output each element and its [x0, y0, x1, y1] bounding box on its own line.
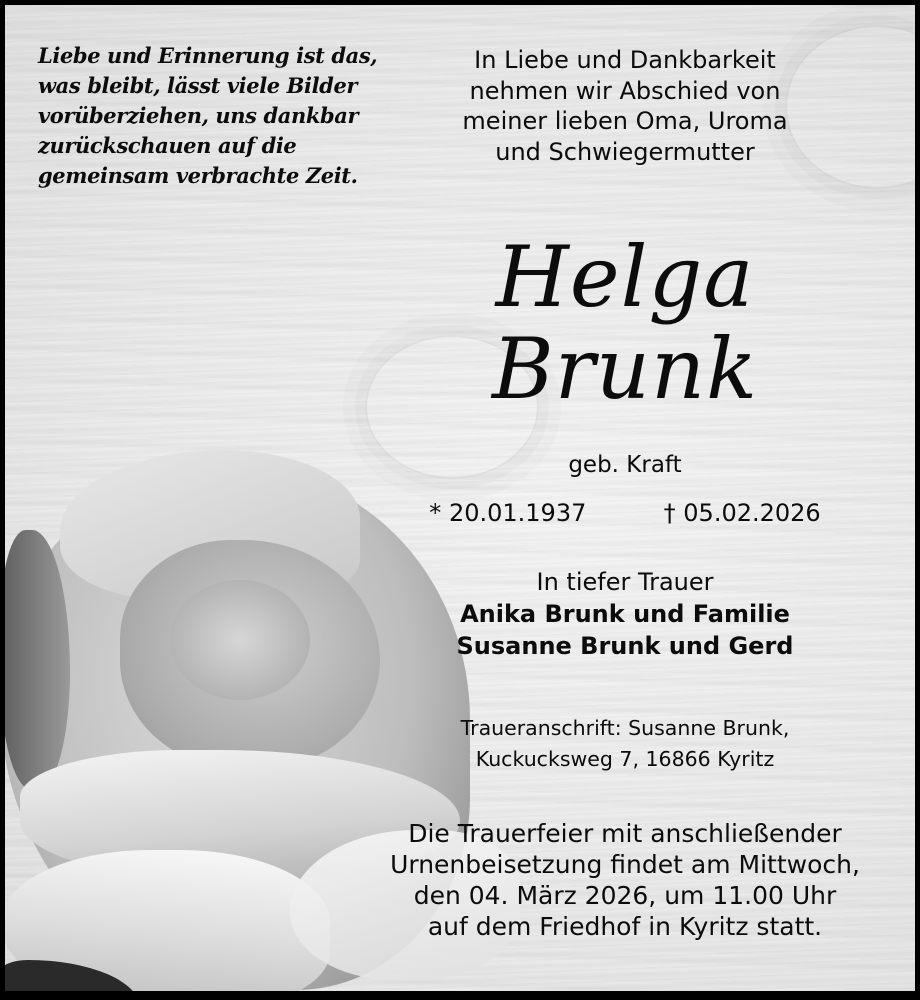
- obituary-notice: [5, 5, 915, 991]
- quote-line: gemeinsam verbrachte Zeit.: [38, 163, 358, 188]
- last-name: Brunk: [492, 320, 758, 418]
- death-cross-icon: †: [663, 499, 676, 527]
- intro-line: meiner lieben Oma, Uroma: [462, 107, 788, 135]
- mourner-name: Anika Brunk und Familie: [460, 600, 790, 628]
- ceremony-line: Urnenbeisetzung findet am Mittwoch,: [390, 850, 860, 879]
- mourning-address: [335, 713, 915, 775]
- quote-line: zurückschauen auf die: [38, 133, 297, 158]
- intro-text: [335, 45, 915, 167]
- intro-line: und Schwiegermutter: [495, 137, 755, 166]
- address-line: Traueranschrift: Susanne Brunk,: [460, 716, 790, 740]
- death-date: 05.02.2026: [683, 499, 821, 527]
- deceased-name: [335, 228, 915, 418]
- birth-name-text: geb. Kraft: [568, 452, 682, 478]
- ceremony-line: Die Trauerfeier mit anschließender: [408, 819, 842, 848]
- ceremony-details: [335, 818, 915, 942]
- mourners-block: [335, 566, 915, 662]
- quote-line: vorüberziehen, uns dankbar: [38, 103, 359, 128]
- quote-line: was bleibt, lässt viele Bilder: [38, 73, 358, 98]
- address-line: Kuckucksweg 7, 16866 Kyritz: [475, 747, 775, 771]
- ceremony-line: den 04. März 2026, um 11.00 Uhr: [413, 881, 837, 910]
- birth-star-icon: *: [429, 499, 442, 527]
- first-name: Helga: [495, 228, 755, 326]
- rose-center: [170, 580, 310, 700]
- quote-line: Liebe und Erinnerung ist das,: [38, 43, 378, 68]
- mourner-name: Susanne Brunk und Gerd: [456, 632, 794, 660]
- mourners-intro: In tiefer Trauer: [536, 568, 714, 596]
- ceremony-line: auf dem Friedhof in Kyritz statt.: [427, 912, 823, 941]
- birth-name: [335, 451, 915, 479]
- intro-line: nehmen wir Abschied von: [469, 76, 781, 105]
- intro-line: In Liebe und Dankbarkeit: [474, 46, 776, 74]
- life-dates: [335, 498, 915, 528]
- birth-date: 20.01.1937: [448, 499, 587, 527]
